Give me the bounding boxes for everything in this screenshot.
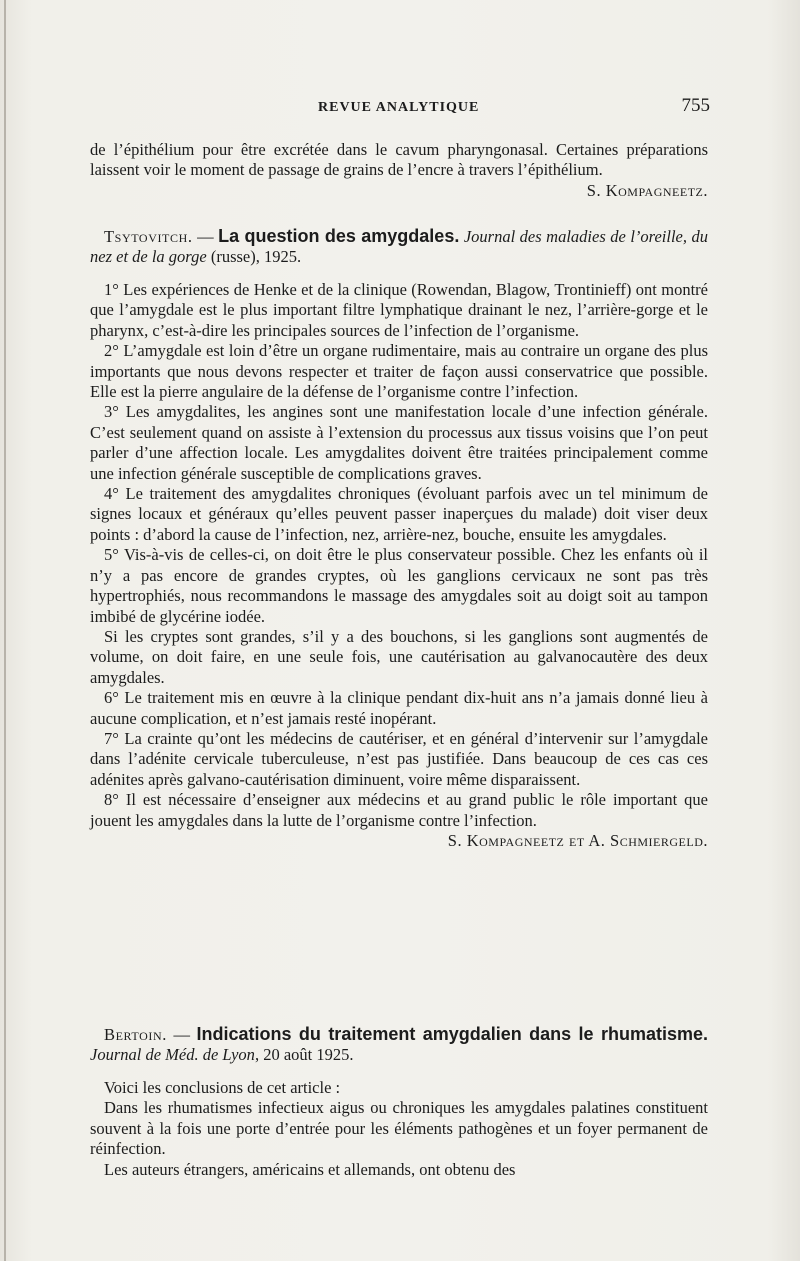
heading-dash: — [167,1025,197,1044]
body-paragraph: Dans les rhumatismes infectieux aigus ou chroniques les amygdales palatines constituent souvent à la fois une porte d’entrée pour les éléments pathogènes et un foyer permanent de réinfection. [90,1098,708,1159]
signature: S. Kompagneetz. [586,180,708,200]
journal-details: , 20 août 1925. [254,1045,354,1065]
body-paragraph: de l’épithélium pour être excrétée dans le cavum pharyngonasal. Certaines préparations laissent voir le moment de passage de grains de l’encre à travers l’épithélium. [90,140,708,180]
page-header [90,95,710,124]
article-citation [90,226,708,268]
body-paragraph: Les auteurs étrangers, américains et allemands, ont obtenu des [104,1159,516,1179]
article-body [90,1078,708,1180]
article-author: Bertoin. [104,1025,167,1044]
body-paragraph: 1° Les expériences de Henke et de la clinique (Rowendan, Blagow, Trontinieff) ont montré que l’amygdale est le plus important filtre lymphatique drainant le nez, l’arrière-gorge et le pharynx, c’est-à-dire les principales sources de l’infection de l’organisme. [90,280,708,340]
article-title: La question des amygdales. [218,226,460,246]
signature: S. Kompagneetz et A. Schmiergeld. [447,830,708,850]
article-body [90,280,708,851]
article-heading [90,1024,708,1066]
article-author: Tsytovitch. [104,227,193,246]
body-paragraph: 7° La crainte qu’ont les médecins de cautériser, et en général d’intervenir sur l’amygdale dans l’adénite cervicale tuberculeuse, n’est pas justifiée. Dans beaucoup de ces cas ces adénites après galvano-cautérisation diminuent, voire même disparaissent. [90,728,708,789]
journal-name: Journal de Méd. de Lyon [90,1045,255,1065]
body-paragraph: 2° L’amygdale est loin d’être un organe rudimentaire, mais au contraire un organe des plus importants que nous devons respecter et traiter de façon aussi conservatrice que possible. Elle est la pierre angulaire de la défense de l’organisme contre l’infection. [90,341,708,402]
journal-details: (russe), 1925. [206,247,302,267]
body-paragraph: 4° Le traitement des amygdalites chroniques (évoluant parfois avec un tel minimum de signes locaux et généraux qu’elles peuvent passer inaperçues du malade) doit viser deux points : d’abord la cause de l’infection, nez, arrière-nez, bouche, ensuite les amygdales. [90,484,708,544]
body-paragraph: 5° Vis-à-vis de celles-ci, on doit être le plus conservateur possible. Chez les enfants où il n’y a pas encore de grandes cryptes, où les ganglions cervicaux ne sont pas très hypertrophiés, nous recommandons le massage des amygdales soit au doigt soit au tampon imbibé de glycérine iodée. [90,545,708,626]
article-title: Indications du traitement amygdalien dans le rhumatisme. [196,1024,708,1044]
body-paragraph: 6° Le traitement mis en œuvre à la clinique pendant dix-huit ans n’a jamais donné lieu à aucune complication, et n’est jamais resté inopérant. [90,688,708,728]
running-title: REVUE ANALYTIQUE [318,100,480,115]
previous-article-ending [90,140,708,201]
body-paragraph: 8° Il est nécessaire d’enseigner aux médecins et au grand public le rôle important que jouent les amygdales dans la lutte de l’organisme contre l’infection. [90,790,708,830]
page-number: 755 [681,95,710,116]
heading-dash: — [192,227,219,246]
body-paragraph: 3° Les amygdalites, les angines sont une manifestation locale d’une infection générale. C’est seulement quand on assiste à l’extension du processus aux tissus voisins que l’on peut parler d’une affection locale. Les amygdalites doivent être traitées principalement comme une infection générale susceptible de complications graves. [90,402,708,483]
article-citation [90,1024,708,1066]
article-heading [90,226,708,268]
page-left-edge [4,0,6,1261]
body-paragraph: Voici les conclusions de cet article : [104,1078,341,1097]
journal-name: Journal des maladies de l’oreille, du nez et de la gorge [90,227,709,267]
body-paragraph: Si les cryptes sont grandes, s’il y a des bouchons, si les ganglions sont augmentés de volume, on doit faire, en une seule fois, une cautérisation au galvanocautère des deux amygdales. [90,626,708,687]
